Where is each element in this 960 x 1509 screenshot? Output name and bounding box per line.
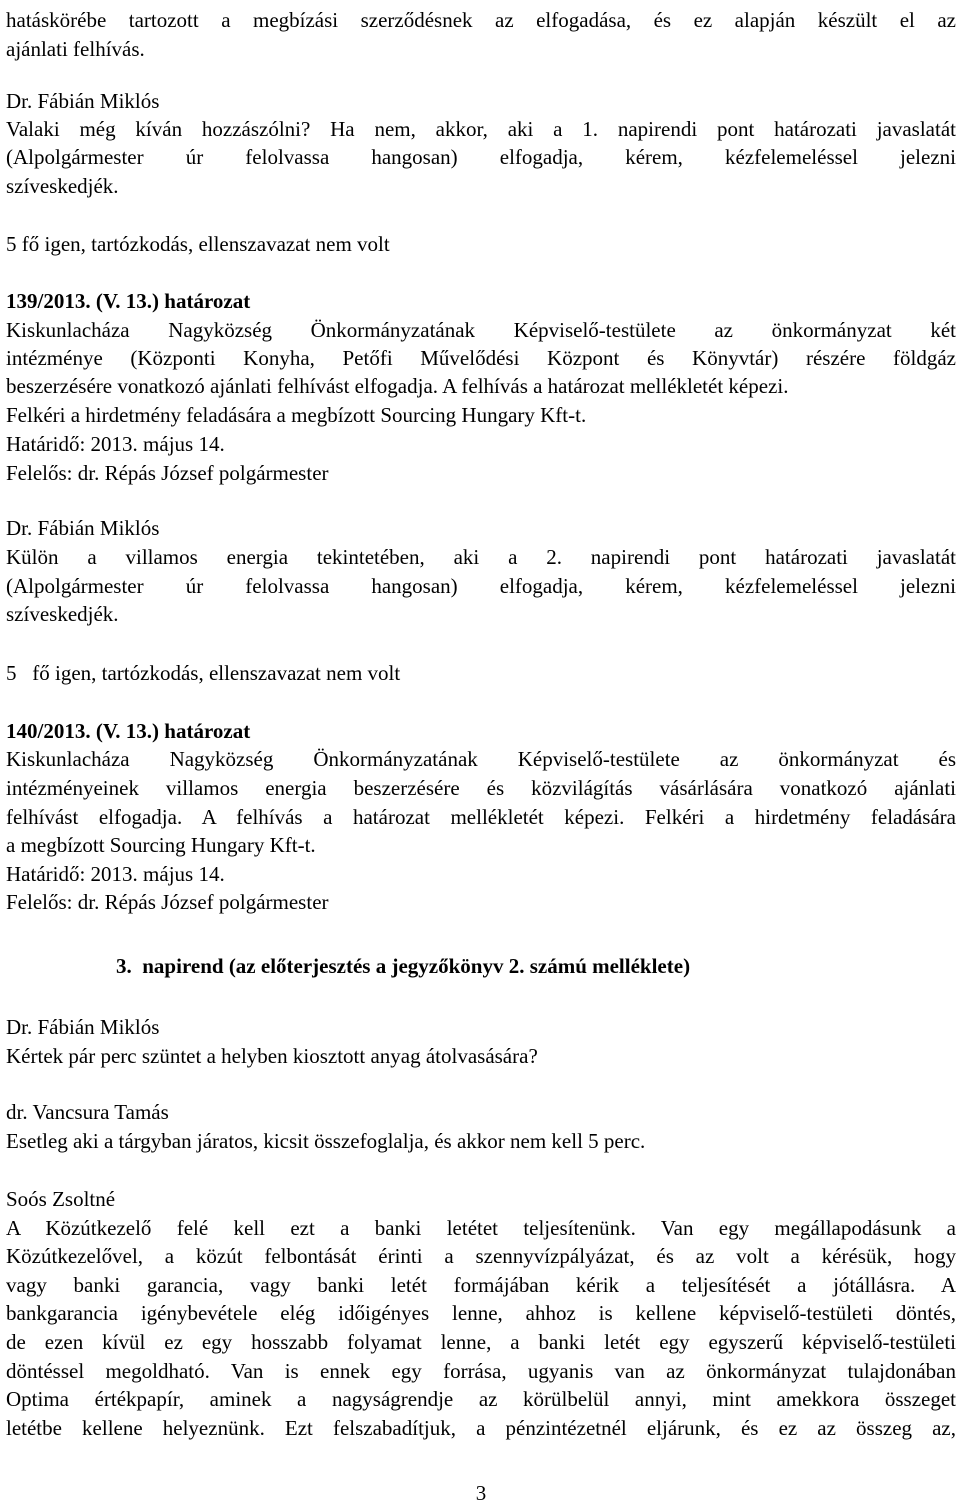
speaker-name: Dr. Fábián Miklós bbox=[6, 1015, 160, 1039]
speaker-name: dr. Vancsura Tamás bbox=[6, 1100, 169, 1124]
vote-text: fő igen, tartózkodás, ellenszavazat nem volt bbox=[32, 661, 401, 685]
paragraph-line: Külön a villamos energia tekintetében, aki a 2. napirendi pont határozati javaslatát bbox=[6, 545, 956, 569]
deadline-line: Határidő: 2013. május 14. bbox=[6, 432, 225, 456]
paragraph-line: de ezen kívül ez egy hosszabb folyamat lenne, a banki letét egy egyszerű képviselő-testületi bbox=[6, 1330, 956, 1354]
paragraph-line: Kértek pár perc szüntet a helyben kiosztott anyag átolvasására? bbox=[6, 1044, 538, 1068]
resolution-line: Felkéri a hirdetmény feladására a megbízott Sourcing Hungary Kft-t. bbox=[6, 403, 587, 427]
speaker-name: Dr. Fábián Miklós bbox=[6, 89, 160, 113]
resolution-line: a megbízott Sourcing Hungary Kft-t. bbox=[6, 833, 316, 857]
resolution-line: intézménye (Központi Konyha, Petőfi Művelődési Központ és Könyvtár) részére földgáz bbox=[6, 346, 956, 370]
resolution-line: Kiskunlacháza Nagyközség Önkormányzatának Képviselő-testülete az önkormányzat két bbox=[6, 318, 956, 342]
paragraph-line: A Közútkezelő felé kell ezt a banki letétet teljesítenünk. Van egy megállapodásunk a bbox=[6, 1216, 956, 1240]
paragraph-line: döntéssel megoldható. Van is ennek egy forrása, ugyanis van az önkormányzat tulajdonában bbox=[6, 1359, 956, 1383]
deadline-line: Határidő: 2013. május 14. bbox=[6, 862, 225, 886]
paragraph-line: (Alpolgármester úr felolvassa hangosan) elfogadja, kérem, kézfelemeléssel jelezni bbox=[6, 145, 956, 169]
paragraph-line: Közútkezelővel, a közút felbontását érinti a szennyvízpályázat, és az volt a kérésük, hogy bbox=[6, 1244, 956, 1268]
page-number: 3 bbox=[475, 1481, 487, 1505]
resolution-line: beszerzésére vonatkozó ajánlati felhívást elfogadja. A felhívás a határozat mellékletét képezi. bbox=[6, 374, 789, 398]
paragraph-line: Optima értékpapír, aminek a nagyságrendje az körülbelül annyi, mint amekkora összeget bbox=[6, 1387, 956, 1411]
paragraph-line: bankgarancia igénybevétele elég időigényes lenne, ahhoz is kellene képviselő-testületi döntés, bbox=[6, 1301, 956, 1325]
vote-result bbox=[6, 659, 400, 687]
responsible-line: Felelős: dr. Répás József polgármester bbox=[6, 890, 329, 914]
paragraph-line: hatáskörébe tartozott a megbízási szerződésnek az elfogadása, és ez alapján készült el az bbox=[6, 8, 956, 32]
paragraph-line: vagy banki garancia, vagy banki letét formájában kérik a teljesítését a jótállásra. A bbox=[6, 1273, 956, 1297]
resolution-line: Kiskunlacháza Nagyközség Önkormányzatának Képviselő-testülete az önkormányzat és bbox=[6, 747, 956, 771]
speaker-name: Dr. Fábián Miklós bbox=[6, 516, 160, 540]
vote-result: 5 fő igen, tartózkodás, ellenszavazat nem volt bbox=[6, 232, 390, 256]
paragraph-line: ajánlati felhívás. bbox=[6, 37, 145, 61]
responsible-line: Felelős: dr. Répás József polgármester bbox=[6, 461, 329, 485]
paragraph-line: letétbe kellene helyeznünk. Ezt felszabadítjuk, a pénzintézetnél eljárunk, és ez az összeg az, bbox=[6, 1416, 956, 1440]
paragraph-line: szíveskedjék. bbox=[6, 602, 119, 626]
resolution-line: felhívást elfogadja. A felhívás a határozat mellékletét képezi. Felkéri a hirdetmény feladására bbox=[6, 805, 956, 829]
agenda-heading: 3. napirend (az előterjesztés a jegyzőkönyv 2. számú melléklete) bbox=[116, 954, 691, 978]
document-page bbox=[6, 0, 956, 1509]
paragraph-line: (Alpolgármester úr felolvassa hangosan) elfogadja, kérem, kézfelemeléssel jelezni bbox=[6, 574, 956, 598]
speaker-name: Soós Zsoltné bbox=[6, 1187, 116, 1211]
paragraph-line: Valaki még kíván hozzászólni? Ha nem, akkor, aki a 1. napirendi pont határozati javaslatát bbox=[6, 117, 956, 141]
vote-count: 5 bbox=[6, 661, 17, 685]
resolution-heading: 139/2013. (V. 13.) határozat bbox=[6, 289, 251, 313]
resolution-heading: 140/2013. (V. 13.) határozat bbox=[6, 719, 251, 743]
paragraph-line: Esetleg aki a tárgyban járatos, kicsit összefoglalja, és akkor nem kell 5 perc. bbox=[6, 1129, 646, 1153]
paragraph-line: szíveskedjék. bbox=[6, 174, 119, 198]
resolution-line: intézményeinek villamos energia beszerzésére és közvilágítás vásárlására vonatkozó ajánlati bbox=[6, 776, 956, 800]
